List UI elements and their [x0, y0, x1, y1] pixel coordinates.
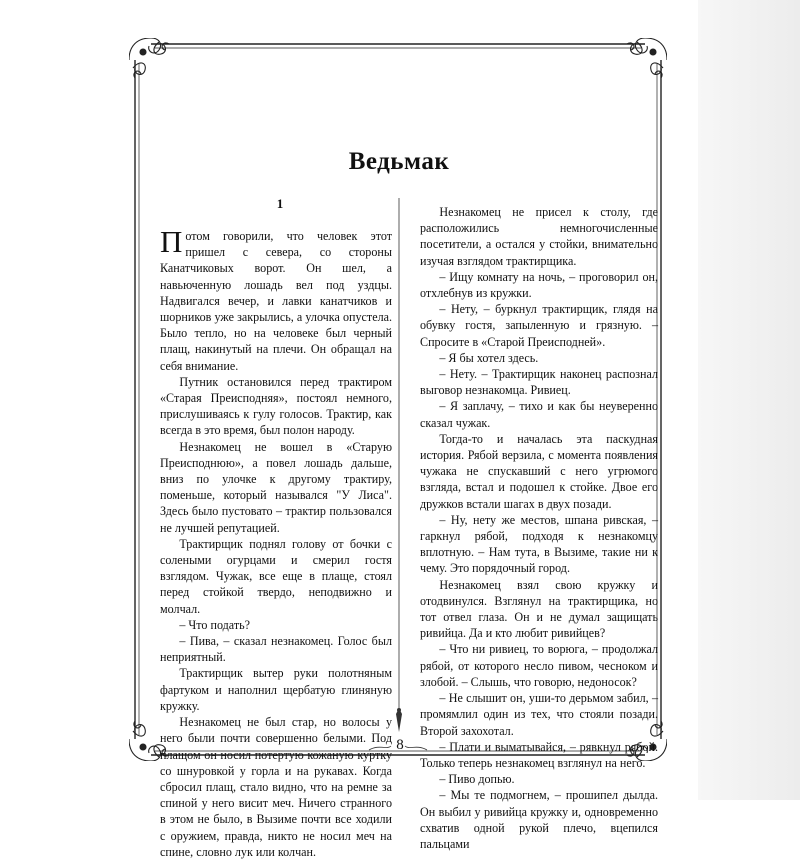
- paragraph: – Плати и выматывайся, – рявкнул рябой. Только теперь незнакомец взглянул на него.: [420, 739, 658, 770]
- paragraph: – Что подать?: [179, 617, 251, 632]
- page-edge-shadow: [698, 0, 800, 800]
- paragraph: Потом говорили, что человек этот пришел с севера, со стороны Канатчиковых ворот. Он шел, а навьюченную лошадь вел под уздцы. Надвигался вечер, и лавки канатчиков и шорников уже закрылись, а улочка опустела. Было тепло, но на человеке был черный плащ, накинутый на плечи. Он обращал на себя внимание.: [160, 224, 392, 373]
- paragraph: – Мы те подмогнем, – прошипел дылда. Он выбил у ривийца кружку и, одновременно схватив одной рукой плечо, вцепился пальцами: [420, 788, 658, 851]
- paragraph: – Не слышит он, уши-то дерьмом забил, – промямлил один из тех, что стояли позади. Второй захохотал.: [420, 691, 658, 738]
- paragraph: Незнакомец не вошел в «Старую Преисподнюю», а повел лошадь дальше, вниз по улочке к другому трактиру, поменьше, который назывался "У Лиса". Здесь было пустовато – трактир пользовался не лучшей репутацией.: [160, 439, 392, 535]
- paragraph: – Пиво допью.: [439, 772, 515, 787]
- paragraph: Незнакомец не присел к столу, где расположились немногочисленные посетители, а остался у стойки, внимательно изучая взглядом трактирщика.: [420, 205, 658, 268]
- paragraph: – Нету, – буркнул трактирщик, глядя на обувку гостя, запыленную и грязную. – Спросите в «Старой Преисподней».: [420, 302, 658, 349]
- paragraph: – Пива, – сказал незнакомец. Голос был неприятный.: [160, 634, 392, 665]
- paragraph: – Нету. – Трактирщик наконец распознал выговор незнакомца. Ривиец.: [420, 367, 658, 398]
- paragraph: Незнакомец взял свою кружку и отодвинулся. Взглянул на трактирщика, но тот отвел глаза. Он и не думал защищать ривийца. Да и кто любит ривийцев?: [420, 577, 658, 641]
- right-text-column: [420, 204, 658, 852]
- paragraph: Тогда-то и началась эта паскудная история. Рябой верзила, с момента появления чужака не спускавший с него угрюмого взгляда, встал и подошел к стойке. Двое его дружков встали шагах в двух позади.: [420, 431, 658, 511]
- paragraph: – Я бы хотел здесь.: [439, 350, 539, 365]
- drop-cap: П: [160, 224, 183, 259]
- paragraph: Незнакомец не был стар, но волосы у него были почти совершенно белыми. Под плащом он носил потертую кожаную куртку со шнуровкой у горла и на рукавах. Когда сбросил плащ, стало видно, что на ремне за спиной у него висит меч. Ничего странного в этом не было, в Вызиме почти все ходили с оружием, правда, никто не носил меч на спине, словно лук или колчан.: [160, 715, 392, 859]
- page-number: 8: [396, 737, 404, 753]
- left-text-column: [160, 224, 392, 860]
- paragraph: Трактирщик поднял голову от бочки с солеными огурцами и смерил гостя взглядом. Чужак, все еще в плаще, стоял перед стойкой твердо, неподвижно и молчал.: [160, 536, 392, 616]
- paragraph: – Ну, нету же местов, шпана ривская, – гаркнул рябой, подходя к незнакомцу вплотную. – Нам тута, в Вызиме, такие ни к чему. Это порядочный город.: [420, 512, 658, 576]
- paragraph: Трактирщик вытер руки полотняным фартуком и наполнил щербатую глиняную кружку.: [160, 666, 392, 713]
- paragraph: – Что ни ривиец, то ворюга, – продолжал рябой, от которого несло пивом, чесноком и злобой. – Слышь, что говорю, недоносок?: [420, 642, 658, 689]
- paragraph: – Я заплачу, – тихо и как бы неуверенно сказал чужак.: [420, 399, 658, 430]
- chapter-number: 1: [276, 196, 284, 211]
- page-title: Ведьмак: [348, 148, 450, 175]
- paragraph: Путник остановился перед трактиром «Старая Преисподняя», постоял немного, прислушиваясь к гулу голосов. Трактир, как всегда в это время, был полон народу.: [160, 374, 392, 438]
- paragraph: – Ищу комнату на ночь, – проговорил он, отхлебнув из кружки.: [420, 269, 658, 301]
